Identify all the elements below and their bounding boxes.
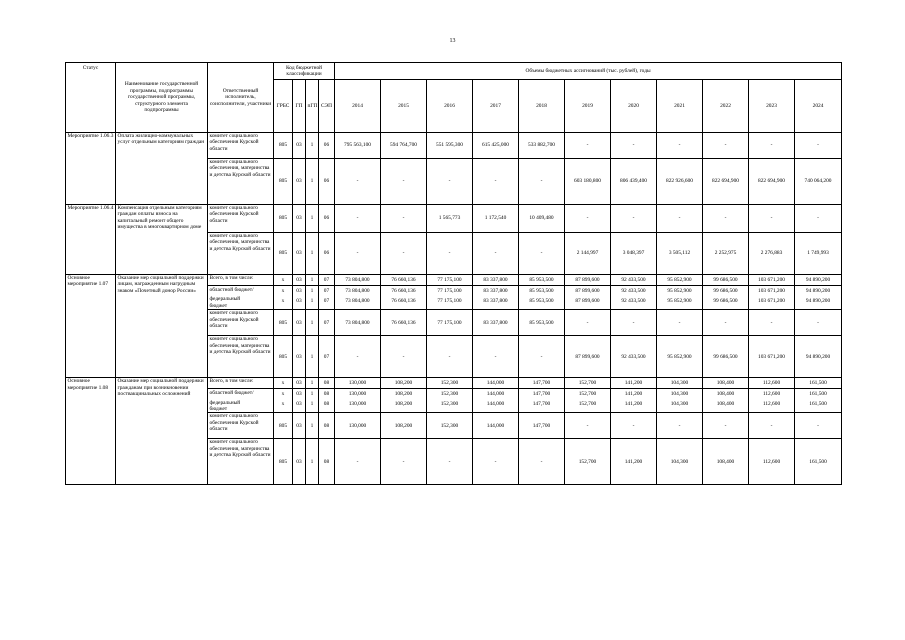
- value-cell: 112,600: [749, 439, 795, 485]
- grbs-cell: 805: [274, 133, 293, 159]
- value-cell-line: 73 804,800: [345, 297, 370, 304]
- value-cell: -: [427, 336, 473, 378]
- value-cell: [519, 389, 565, 413]
- value-cell: [703, 286, 749, 310]
- value-cell: 615 425,000: [473, 133, 519, 159]
- header-responsible: Ответственный исполнитель, соисполнители, участники: [208, 63, 274, 133]
- value-cell-line: 99 686,500: [713, 297, 738, 304]
- grbs-cell-line: x: [281, 400, 285, 407]
- value-cell-line: 130,000: [348, 391, 367, 398]
- table-row: [66, 205, 842, 233]
- header-grbs: ГРБС: [274, 80, 293, 133]
- value-cell: -: [565, 205, 611, 233]
- name-cell: Оказание мер социальной поддержки гражданам при возникновении поствакцинальных осложнений: [116, 378, 208, 485]
- value-cell: 740 064,200: [795, 159, 842, 205]
- gp-cell: 03: [293, 275, 306, 286]
- value-cell: 112,600: [749, 378, 795, 389]
- status-cell: Основное мероприятие 1.08: [66, 378, 116, 485]
- responsible-cell: комитет социального обеспечения Курской области: [208, 310, 274, 336]
- value-cell: [749, 389, 795, 413]
- value-cell: 161,500: [795, 439, 842, 485]
- responsible-cell: комитет социального обеспечения, материнства и детства Курской области: [208, 439, 274, 485]
- value-cell-line: 95 852,900: [667, 288, 692, 294]
- grbs-cell: 805: [274, 233, 293, 275]
- value-cell: -: [703, 205, 749, 233]
- value-cell-line: 147,700: [532, 400, 551, 407]
- value-cell: 103 671,200: [749, 275, 795, 286]
- value-cell: -: [335, 336, 381, 378]
- table-row: [66, 133, 842, 159]
- value-cell: 87 899,600: [565, 275, 611, 286]
- grbs-cell-line: x: [281, 391, 285, 398]
- value-cell: 73 804,800: [335, 310, 381, 336]
- value-cell: -: [657, 205, 703, 233]
- sei-cell: 06: [319, 159, 335, 205]
- grbs-cell: x: [274, 275, 293, 286]
- value-cell: 130,000: [335, 413, 381, 439]
- value-cell: -: [703, 413, 749, 439]
- grbs-cell: [274, 389, 293, 413]
- pgp-cell-line: 1: [310, 391, 314, 398]
- value-cell: [519, 286, 565, 310]
- sei-cell-line: 07: [323, 297, 330, 304]
- value-cell: 103 671,200: [749, 336, 795, 378]
- grbs-cell: 805: [274, 205, 293, 233]
- value-cell-line: 141,200: [624, 400, 643, 407]
- value-cell: -: [473, 439, 519, 485]
- responsible-cell: Всего, в том числе:: [208, 275, 274, 286]
- value-cell: -: [657, 133, 703, 159]
- sei-cell-line: 07: [323, 288, 330, 294]
- value-cell: 2 252,975: [703, 233, 749, 275]
- value-cell: 822 694,900: [703, 159, 749, 205]
- responsible-cell: комитет социального обеспечения Курской области: [208, 205, 274, 233]
- value-cell: 87 899,600: [565, 336, 611, 378]
- sei-cell: 07: [319, 310, 335, 336]
- responsible-line: федеральный: [209, 399, 241, 406]
- value-cell: 94 890,200: [795, 275, 842, 286]
- responsible-cell: комитет социального обеспечения Курской области: [208, 133, 274, 159]
- value-cell: 152,300: [427, 378, 473, 389]
- grbs-cell: x: [274, 378, 293, 389]
- value-cell: [657, 286, 703, 310]
- pgp-cell: 1: [306, 378, 319, 389]
- value-cell: 152,700: [565, 378, 611, 389]
- value-cell-line: 87 899,600: [575, 288, 600, 294]
- value-cell: 594 764,700: [381, 133, 427, 159]
- grbs-cell: 805: [274, 159, 293, 205]
- value-cell-line: 152,300: [440, 400, 459, 407]
- sei-cell-line: 08: [323, 400, 330, 407]
- value-cell: 83 337,800: [473, 310, 519, 336]
- header-year-2024: 2024: [795, 80, 842, 133]
- value-cell: [565, 286, 611, 310]
- value-cell: 76 660,136: [381, 310, 427, 336]
- value-cell: -: [427, 233, 473, 275]
- value-cell-line: 144,000: [486, 400, 505, 407]
- header-year-2020: 2020: [611, 80, 657, 133]
- sei-cell: [319, 389, 335, 413]
- grbs-cell: 805: [274, 413, 293, 439]
- value-cell: 141,200: [611, 378, 657, 389]
- name-cell: Оплата жилищно-коммунальных услуг отдельным категориям граждан: [116, 133, 208, 205]
- value-cell: [381, 286, 427, 310]
- pgp-cell: 1: [306, 159, 319, 205]
- value-cell: [565, 389, 611, 413]
- sei-cell: 06: [319, 133, 335, 159]
- grbs-cell: 805: [274, 336, 293, 378]
- value-cell: 104,300: [657, 439, 703, 485]
- header-pgp: пГП: [306, 80, 319, 133]
- pgp-cell-line: 1: [310, 400, 314, 407]
- header-year-2014: 2014: [335, 80, 381, 133]
- value-cell: 3 048,397: [611, 233, 657, 275]
- gp-cell: 03: [293, 310, 306, 336]
- responsible-cell: комитет социального обеспечения, материнства и детства Курской области: [208, 233, 274, 275]
- value-cell: 85 953,500: [519, 310, 565, 336]
- header-budget-code: Код бюджетной классификации: [274, 63, 335, 80]
- value-cell-line: 108,200: [394, 400, 413, 407]
- value-cell: 141,200: [611, 439, 657, 485]
- value-cell: 108,400: [703, 439, 749, 485]
- value-cell: [611, 389, 657, 413]
- status-cell: Мероприятие 1.06.3: [66, 133, 116, 205]
- value-cell: 2 276,883: [749, 233, 795, 275]
- responsible-cell: комитет социального обеспечения, материнства и детства Курской области: [208, 159, 274, 205]
- value-cell: 795 563,100: [335, 133, 381, 159]
- value-cell: -: [795, 413, 842, 439]
- header-year-2018: 2018: [519, 80, 565, 133]
- value-cell-line: 104,300: [670, 391, 689, 398]
- value-cell: 822 694,900: [749, 159, 795, 205]
- value-cell: 73 804,800: [335, 275, 381, 286]
- value-cell: 108,200: [381, 413, 427, 439]
- value-cell: 144,000: [473, 378, 519, 389]
- value-cell-line: 77 175,100: [437, 288, 462, 294]
- gp-cell-line: 03: [296, 400, 302, 407]
- value-cell-line: 152,700: [578, 400, 597, 407]
- value-cell: -: [519, 439, 565, 485]
- value-cell: -: [473, 159, 519, 205]
- value-cell-line: 83 337,800: [483, 288, 508, 294]
- value-cell: -: [795, 133, 842, 159]
- value-cell-line: 94 890,200: [805, 288, 831, 294]
- value-cell: -: [611, 310, 657, 336]
- value-cell: -: [795, 310, 842, 336]
- responsible-line: бюджет: [209, 406, 228, 413]
- value-cell: 10 409,480: [519, 205, 565, 233]
- pgp-cell-line: 1: [310, 288, 314, 294]
- page-number: 13: [449, 38, 456, 44]
- sei-cell: [319, 286, 335, 310]
- value-cell: -: [427, 439, 473, 485]
- pgp-cell: [306, 389, 319, 413]
- value-cell-line: 85 953,500: [529, 297, 554, 304]
- value-cell: 551 595,300: [427, 133, 473, 159]
- responsible-cell: Всего, в том числе:: [208, 378, 274, 389]
- grbs-cell-line: x: [281, 288, 285, 294]
- pgp-cell: [306, 286, 319, 310]
- sei-cell: 06: [319, 233, 335, 275]
- value-cell: -: [335, 439, 381, 485]
- value-cell-line: 144,000: [486, 391, 505, 398]
- pgp-cell: 1: [306, 336, 319, 378]
- gp-cell-line: 03: [296, 391, 302, 398]
- value-cell: 95 852,900: [657, 275, 703, 286]
- value-cell: 104,300: [657, 378, 703, 389]
- gp-cell: 03: [293, 413, 306, 439]
- sei-cell: 06: [319, 205, 335, 233]
- value-cell-line: 85 953,500: [529, 288, 554, 294]
- header-gp: ГП: [293, 80, 306, 133]
- grbs-cell: 805: [274, 439, 293, 485]
- value-cell-line: 94 890,200: [805, 297, 831, 304]
- value-cell: -: [381, 439, 427, 485]
- value-cell: 85 953,500: [519, 275, 565, 286]
- responsible-line: федеральный: [209, 296, 241, 303]
- gp-cell-line: 03: [296, 288, 302, 294]
- value-cell-line: 161,500: [809, 391, 827, 398]
- value-cell: -: [565, 310, 611, 336]
- value-cell-line: 108,400: [716, 400, 735, 407]
- value-cell: 161,500: [795, 378, 842, 389]
- value-cell: 92 433,500: [611, 336, 657, 378]
- value-cell-line: 108,200: [394, 391, 413, 398]
- value-cell: -: [335, 159, 381, 205]
- value-cell: 99 686,500: [703, 336, 749, 378]
- value-cell-line: 77 175,100: [437, 297, 462, 304]
- header-year-2021: 2021: [657, 80, 703, 133]
- pgp-cell: 1: [306, 133, 319, 159]
- header-year-2023: 2023: [749, 80, 795, 133]
- responsible-cell: комитет социального обеспечения Курской области: [208, 413, 274, 439]
- value-cell: 76 660,136: [381, 275, 427, 286]
- sei-cell: 07: [319, 275, 335, 286]
- value-cell: -: [657, 413, 703, 439]
- name-cell: Оказание мер социальной поддержки лицам, награжденным нагрудным знаком «Почетный донор России»: [116, 275, 208, 378]
- table-row: [66, 275, 842, 286]
- value-cell: -: [657, 310, 703, 336]
- value-cell: 152,300: [427, 413, 473, 439]
- value-cell: 99 686,500: [703, 275, 749, 286]
- value-cell: 1 172,540: [473, 205, 519, 233]
- pgp-cell: 1: [306, 275, 319, 286]
- value-cell: -: [381, 233, 427, 275]
- value-cell: 77 175,100: [427, 275, 473, 286]
- value-cell: [381, 389, 427, 413]
- value-cell-line: 152,300: [440, 391, 459, 398]
- value-cell: [473, 286, 519, 310]
- gp-cell: 03: [293, 205, 306, 233]
- gp-cell: [293, 389, 306, 413]
- value-cell: 1 565,773: [427, 205, 473, 233]
- gp-cell: [293, 286, 306, 310]
- value-cell: -: [565, 133, 611, 159]
- value-cell-line: 152,700: [578, 391, 597, 398]
- value-cell: 147,700: [519, 413, 565, 439]
- header-name: Наименование государственной программы, подпрограммы государственной программы, структурного элемента подпрограммы: [116, 63, 208, 133]
- value-cell: 2 144,997: [565, 233, 611, 275]
- pgp-cell: 1: [306, 413, 319, 439]
- value-cell: -: [473, 233, 519, 275]
- value-cell-line: 161,500: [809, 400, 827, 407]
- value-cell: -: [749, 413, 795, 439]
- header-status: Статус: [66, 63, 116, 133]
- value-cell: [335, 286, 381, 310]
- gp-cell: 03: [293, 133, 306, 159]
- value-cell: 152,700: [565, 439, 611, 485]
- value-cell-line: 141,200: [624, 391, 643, 398]
- value-cell-line: 95 852,900: [667, 297, 692, 304]
- value-cell: -: [519, 233, 565, 275]
- value-cell-line: 112,600: [762, 400, 781, 407]
- value-cell-line: 104,300: [670, 400, 689, 407]
- value-cell: -: [749, 310, 795, 336]
- value-cell: 533 882,700: [519, 133, 565, 159]
- value-cell: [795, 286, 842, 310]
- pgp-cell: 1: [306, 439, 319, 485]
- header-volumes: Объемы бюджетных ассигнований (тыс. рублей), годы: [335, 63, 842, 80]
- value-cell: -: [381, 205, 427, 233]
- grbs-cell: [274, 286, 293, 310]
- value-cell-line: 76 660,136: [391, 297, 416, 304]
- responsible-cell: [208, 389, 274, 413]
- gp-cell: 03: [293, 378, 306, 389]
- pgp-cell: 1: [306, 233, 319, 275]
- header-year-2016: 2016: [427, 80, 473, 133]
- value-cell: -: [519, 159, 565, 205]
- value-cell-line: 83 337,800: [483, 297, 508, 304]
- gp-cell-line: 03: [296, 297, 302, 304]
- value-cell: [427, 286, 473, 310]
- sei-cell: 07: [319, 336, 335, 378]
- sei-cell: 08: [319, 378, 335, 389]
- status-cell: Основное мероприятие 1.07: [66, 275, 116, 378]
- value-cell: -: [703, 310, 749, 336]
- value-cell-line: 130,000: [348, 400, 367, 407]
- value-cell: -: [611, 205, 657, 233]
- value-cell: 3 505,112: [657, 233, 703, 275]
- gp-cell: 03: [293, 439, 306, 485]
- responsible-line: бюджет: [209, 302, 228, 309]
- value-cell-line: 99 686,500: [713, 288, 738, 294]
- value-cell: 77 175,100: [427, 310, 473, 336]
- value-cell: 94 890,200: [795, 336, 842, 378]
- value-cell: 1 749,993: [795, 233, 842, 275]
- value-cell-line: 87 899,600: [575, 297, 600, 304]
- value-cell-line: 108,400: [716, 391, 735, 398]
- responsible-line: областной бюджет/: [209, 390, 254, 397]
- pgp-cell-line: 1: [310, 297, 314, 304]
- header-year-2022: 2022: [703, 80, 749, 133]
- value-cell-line: 92 433,500: [621, 288, 646, 294]
- value-cell: -: [335, 233, 381, 275]
- value-cell: 108,400: [703, 378, 749, 389]
- value-cell: [335, 389, 381, 413]
- value-cell: 92 433,500: [611, 275, 657, 286]
- value-cell: -: [703, 133, 749, 159]
- value-cell: -: [749, 133, 795, 159]
- value-cell: [611, 286, 657, 310]
- value-cell-line: 73 804,800: [345, 288, 370, 294]
- value-cell: -: [611, 133, 657, 159]
- pgp-cell: 1: [306, 205, 319, 233]
- value-cell: [703, 389, 749, 413]
- value-cell-line: 112,600: [762, 391, 781, 398]
- value-cell: [749, 286, 795, 310]
- value-cell: [427, 389, 473, 413]
- value-cell: 822 926,600: [657, 159, 703, 205]
- value-cell-line: 92 433,500: [621, 297, 646, 304]
- value-cell: -: [427, 159, 473, 205]
- gp-cell: 03: [293, 233, 306, 275]
- name-cell: Компенсация отдельным категориям граждан оплаты взноса на капитальный ремонт общего имущества в многоквартирном доме: [116, 205, 208, 275]
- value-cell: -: [611, 413, 657, 439]
- table-row: [66, 378, 842, 389]
- responsible-line: областной бюджет/: [209, 287, 254, 293]
- budget-table: [65, 62, 842, 485]
- value-cell: 95 852,900: [657, 336, 703, 378]
- sei-cell: 08: [319, 413, 335, 439]
- header-year-2015: 2015: [381, 80, 427, 133]
- header-year-2017: 2017: [473, 80, 519, 133]
- header-sei: СЭП: [319, 80, 335, 133]
- header-year-2019: 2019: [565, 80, 611, 133]
- value-cell: [795, 389, 842, 413]
- status-cell: Мероприятие 1.06.4: [66, 205, 116, 275]
- value-cell: -: [335, 205, 381, 233]
- value-cell: -: [473, 336, 519, 378]
- value-cell-line: 103 671,200: [758, 297, 785, 304]
- value-cell-line: 76 660,136: [391, 288, 416, 294]
- responsible-cell: [208, 286, 274, 310]
- grbs-cell-line: x: [281, 297, 285, 304]
- value-cell: -: [381, 159, 427, 205]
- sei-cell-line: 08: [323, 391, 330, 398]
- value-cell: 108,200: [381, 378, 427, 389]
- value-cell: [657, 389, 703, 413]
- value-cell: -: [565, 413, 611, 439]
- value-cell: 147,700: [519, 378, 565, 389]
- responsible-cell: комитет социального обеспечения, материнства и детства Курской области: [208, 336, 274, 378]
- gp-cell: 03: [293, 336, 306, 378]
- value-cell: 144,000: [473, 413, 519, 439]
- value-cell: -: [519, 336, 565, 378]
- value-cell-line: 103 671,200: [758, 288, 785, 294]
- value-cell: -: [795, 205, 842, 233]
- grbs-cell: 805: [274, 310, 293, 336]
- value-cell: [473, 389, 519, 413]
- value-cell: 130,000: [335, 378, 381, 389]
- value-cell-line: 147,700: [532, 391, 551, 398]
- pgp-cell: 1: [306, 310, 319, 336]
- value-cell: -: [381, 336, 427, 378]
- value-cell: 806 439,400: [611, 159, 657, 205]
- gp-cell: 03: [293, 159, 306, 205]
- value-cell: -: [749, 205, 795, 233]
- value-cell: 83 337,800: [473, 275, 519, 286]
- sei-cell: 08: [319, 439, 335, 485]
- value-cell: 603 180,800: [565, 159, 611, 205]
